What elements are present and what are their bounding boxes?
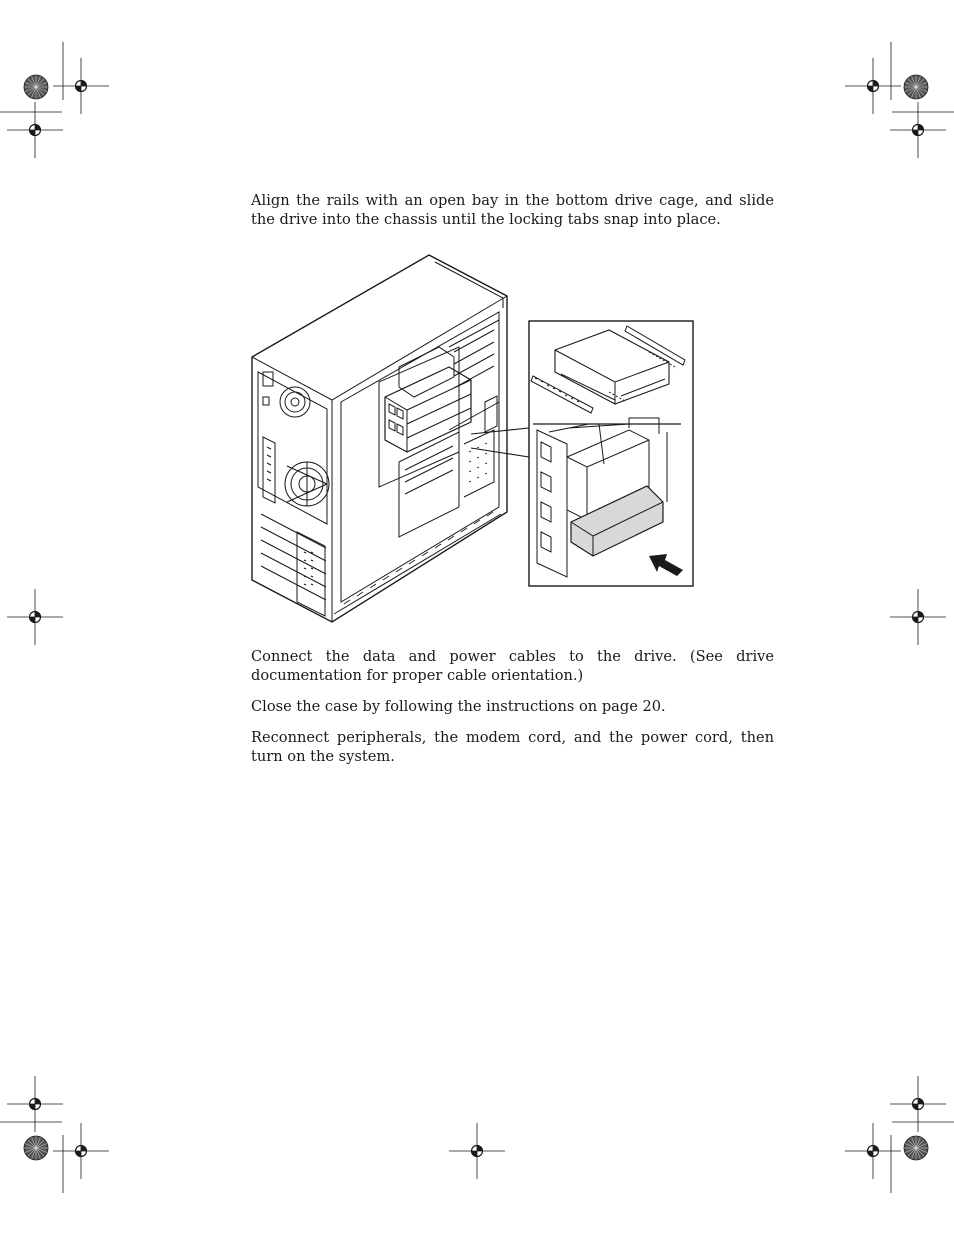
inset-detail xyxy=(529,321,693,586)
instruction-paragraph: Align the rails with an open bay in the bottom drive cage, and slide the drive into the chassis until the locking tabs snap into place. xyxy=(251,192,774,228)
registration-mark-icon xyxy=(53,58,109,114)
registration-mark-icon xyxy=(449,1123,505,1179)
color-wheel-icon xyxy=(24,1136,48,1160)
registration-mark-icon xyxy=(890,1076,946,1132)
registration-mark-icon xyxy=(7,1076,63,1132)
instruction-paragraph: Close the case by following the instructions on page 20. xyxy=(251,698,666,715)
color-wheel-icon xyxy=(24,75,48,99)
instruction-paragraph: Reconnect peripherals, the modem cord, and the power cord, then turn on the system. xyxy=(251,729,774,765)
back-panel xyxy=(258,372,329,616)
color-wheel-icon xyxy=(904,1136,928,1160)
chassis-illustration xyxy=(249,252,697,624)
instruction-paragraph: Connect the data and power cables to the drive. (See drive documentation for proper cable orientation.) xyxy=(251,648,774,684)
color-wheel-icon xyxy=(904,75,928,99)
registration-mark-icon xyxy=(890,589,946,645)
registration-mark-icon xyxy=(845,58,901,114)
registration-mark-icon xyxy=(7,589,63,645)
registration-mark-icon xyxy=(845,1123,901,1179)
registration-mark-icon xyxy=(7,102,63,158)
registration-mark-icon xyxy=(53,1123,109,1179)
registration-mark-icon xyxy=(890,102,946,158)
drive-cage xyxy=(379,320,499,537)
